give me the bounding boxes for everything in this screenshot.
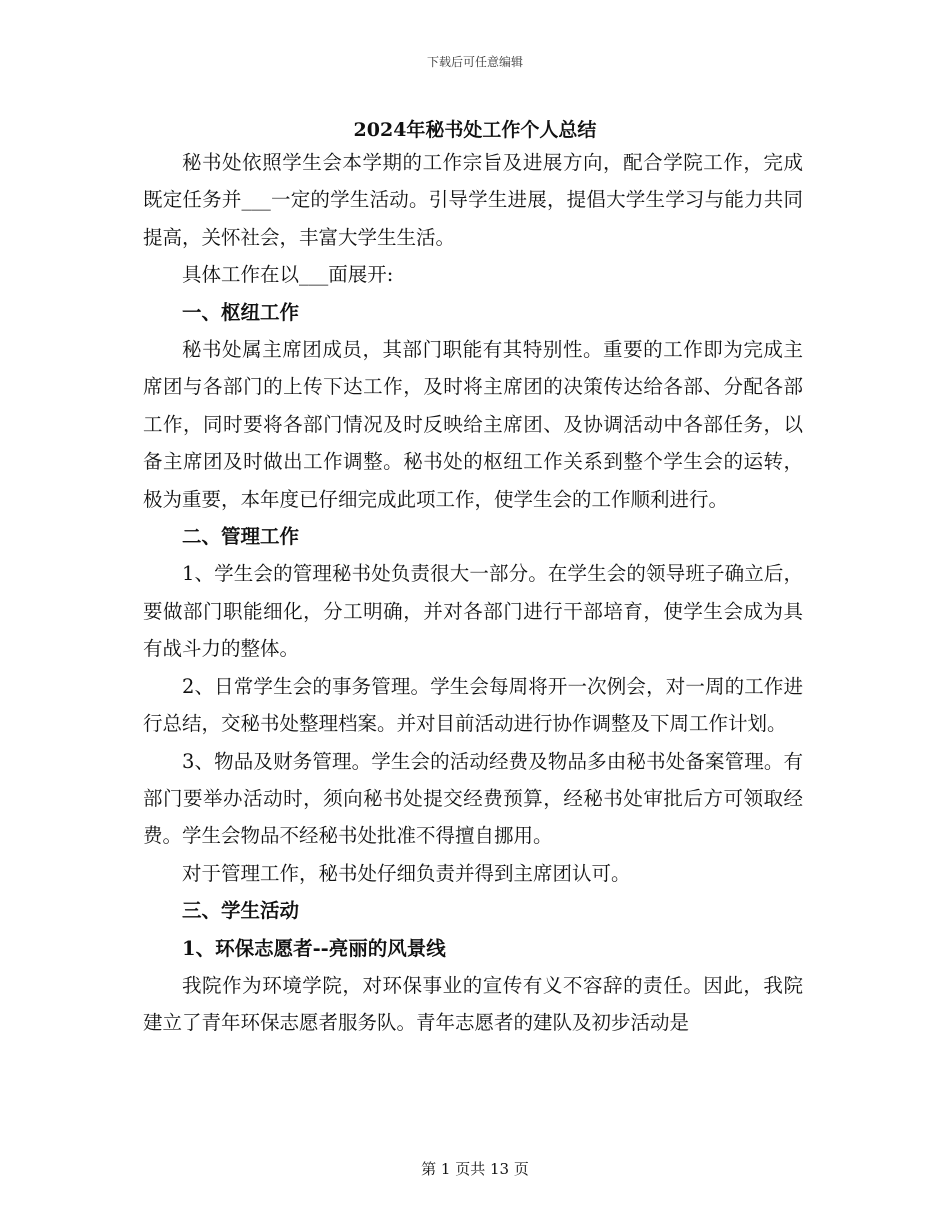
section-heading-hub-work: 一、枢纽工作 bbox=[182, 300, 300, 324]
page-number: 第 1 页共 13 页 bbox=[421, 1160, 529, 1178]
section-heading-management: 二、管理工作 bbox=[182, 525, 300, 549]
paragraph-management-1: 1、学生会的管理秘书处负责很大一部分。在学生会的领导班子确立后，要做部门职能细化，分工明确，并对各部门进行干部培育，使学生会成为具有战斗力的整体。 bbox=[143, 562, 803, 661]
paragraph-hub-work: 秘书处属主席团成员，其部门职能有其特别性。重要的工作即为完成主席团与各部门的上传下达工作，及时将主席团的决策传达给各部、分配各部工作，同时要将各部门情况及时反映给主席团、及协调活动中各部任务，以备主席团及时做出工作调整。秘书处的枢纽工作关系到整个学生会的运转，极为重要，本年度已仔细完成此项工作，使学生会的工作顺利进行。 bbox=[143, 338, 803, 511]
paragraph-management-summary: 对于管理工作，秘书处仔细负责并得到主席团认可。 bbox=[182, 861, 631, 885]
paragraph-volunteers: 我院作为环境学院，对环保事业的宣传有义不容辞的责任。因此，我院建立了青年环保志愿者服务队。青年志愿者的建队及初步活动是 bbox=[143, 973, 803, 1035]
paragraph-management-3: 3、物品及财务管理。学生会的活动经费及物品多由秘书处备案管理。有部门要举办活动时，须向秘书处提交经费预算，经秘书处审批后方可领取经费。学生会物品不经秘书处批准不得擅自挪用。 bbox=[143, 749, 803, 848]
section-heading-activities: 三、学生活动 bbox=[182, 899, 300, 923]
paragraph-intro: 秘书处依照学生会本学期的工作宗旨及进展方向，配合学院工作，完成既定任务并___一定的学生活动。引导学生进展，提倡大学生学习与能力共同提高，关怀社会，丰富大学生生活。 bbox=[143, 151, 803, 249]
page-title: 2024年秘书处工作个人总结 bbox=[353, 119, 597, 141]
paragraph-management-2: 2、日常学生会的事务管理。学生会每周将开一次例会，对一周的工作进行总结，交秘书处整理档案。并对目前活动进行协作调整及下周工作计划。 bbox=[143, 674, 803, 736]
document-body bbox=[143, 144, 803, 1042]
header-note: 下载后可任意编辑 bbox=[426, 55, 523, 69]
subsection-heading-volunteers: 1、环保志愿者--亮丽的风景线 bbox=[182, 936, 446, 960]
paragraph-scope: 具体工作在以___面展开: bbox=[182, 263, 394, 287]
